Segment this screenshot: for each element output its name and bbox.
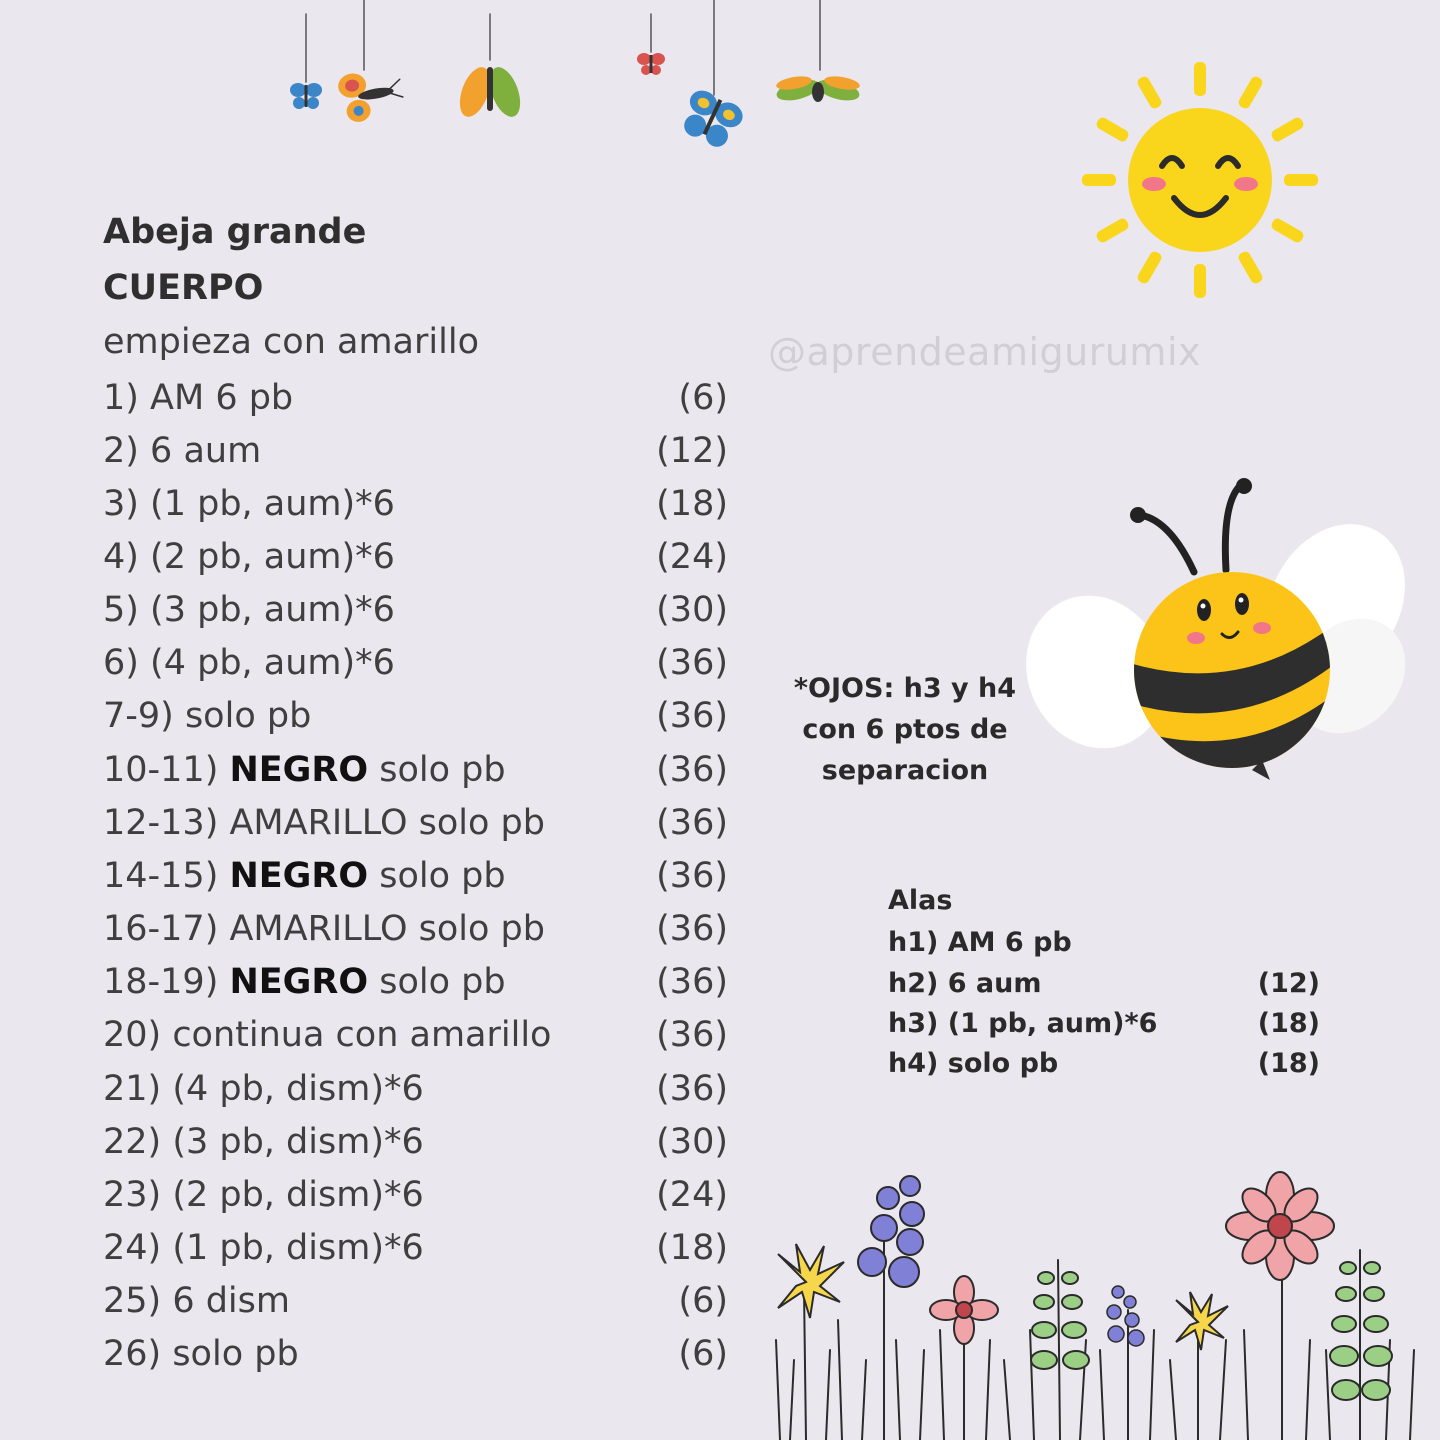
smiling-sun-icon xyxy=(1082,62,1318,298)
pattern-row xyxy=(103,1116,728,1168)
row-step: 6) (4 pb, aum)*6 xyxy=(103,643,395,683)
row-step: 16-17) AMARILLO solo pb xyxy=(103,909,545,949)
row-count: (36) xyxy=(656,803,728,843)
pattern-row xyxy=(103,850,728,902)
row-count: (18) xyxy=(656,484,728,524)
pattern-row xyxy=(103,478,728,530)
row-step xyxy=(103,956,506,1008)
row-step: 4) (2 pb, aum)*6 xyxy=(103,537,395,577)
wings-step: h4) solo pb xyxy=(888,1048,1059,1079)
row-count: (36) xyxy=(656,696,728,736)
social-handle: @aprendeamigurumix xyxy=(768,330,1201,374)
row-step: 5) (3 pb, aum)*6 xyxy=(103,590,395,630)
row-step xyxy=(103,850,506,902)
intro-text: empieza con amarillo xyxy=(103,322,479,362)
pattern-row xyxy=(103,1169,728,1221)
pattern-row xyxy=(103,956,728,1008)
row-step: 24) (1 pb, dism)*6 xyxy=(103,1228,424,1268)
wings-step: h2) 6 aum xyxy=(888,968,1042,999)
row-count: (6) xyxy=(678,1334,728,1374)
row-count: (24) xyxy=(656,537,728,577)
row-count: (30) xyxy=(656,590,728,630)
pattern-row xyxy=(103,1275,728,1327)
pattern-row xyxy=(103,744,728,796)
pattern-row xyxy=(103,797,728,849)
row-count: (36) xyxy=(656,909,728,949)
wings-row xyxy=(888,964,1320,1004)
row-count: (36) xyxy=(656,856,728,896)
wings-row xyxy=(888,923,1320,963)
pattern-row xyxy=(103,372,728,424)
row-count: (36) xyxy=(656,1069,728,1109)
row-count: (36) xyxy=(656,643,728,683)
row-prefix: 14-15) xyxy=(103,856,230,896)
wings-row xyxy=(888,1004,1320,1044)
wings-heading: Alas xyxy=(888,885,953,916)
row-suffix: solo pb xyxy=(368,962,506,1002)
pattern-row xyxy=(103,1222,728,1274)
color-highlight: NEGRO xyxy=(229,750,369,790)
row-suffix: solo pb xyxy=(368,750,506,790)
row-step xyxy=(103,744,506,796)
row-step: 7-9) solo pb xyxy=(103,696,312,736)
row-step: 3) (1 pb, aum)*6 xyxy=(103,484,395,524)
pattern-row xyxy=(103,1328,728,1380)
color-highlight: NEGRO xyxy=(229,962,369,1002)
wings-step: h1) AM 6 pb xyxy=(888,927,1072,958)
pattern-row xyxy=(103,531,728,583)
row-count: (6) xyxy=(678,1281,728,1321)
row-prefix: 10-11) xyxy=(103,750,230,790)
wings-count: (12) xyxy=(1257,968,1320,999)
hanging-butterflies-icon xyxy=(290,0,862,152)
pattern-row xyxy=(103,1063,728,1115)
pattern-row xyxy=(103,637,728,689)
row-count: (36) xyxy=(656,962,728,1002)
row-count: (6) xyxy=(678,378,728,418)
row-count: (36) xyxy=(656,750,728,790)
pattern-row xyxy=(103,903,728,955)
pattern-row xyxy=(103,584,728,636)
row-count: (36) xyxy=(656,1015,728,1055)
eyes-note-line: *OJOS: h3 y h4 xyxy=(793,673,1017,704)
pattern-row xyxy=(103,690,728,742)
pattern-title: Abeja grande xyxy=(103,212,367,252)
color-highlight: NEGRO xyxy=(229,856,369,896)
row-step: 26) solo pb xyxy=(103,1334,299,1374)
row-step: 20) continua con amarillo xyxy=(103,1015,552,1055)
wings-step: h3) (1 pb, aum)*6 xyxy=(888,1008,1158,1039)
wings-count: (18) xyxy=(1257,1048,1320,1079)
eyes-note-line: con 6 ptos de xyxy=(802,714,1008,745)
wings-count: (18) xyxy=(1257,1008,1320,1039)
eyes-note-line: separacion xyxy=(821,755,989,786)
flower-garden-icon xyxy=(776,1172,1414,1440)
row-step: 2) 6 aum xyxy=(103,431,262,471)
row-step: 12-13) AMARILLO solo pb xyxy=(103,803,545,843)
wings-row xyxy=(888,1044,1320,1084)
row-step: 25) 6 dism xyxy=(103,1281,290,1321)
row-step: 23) (2 pb, dism)*6 xyxy=(103,1175,424,1215)
row-step: 21) (4 pb, dism)*6 xyxy=(103,1069,424,1109)
section-heading: CUERPO xyxy=(103,268,264,308)
pattern-row xyxy=(103,1009,728,1061)
pattern-row xyxy=(103,425,728,477)
row-suffix: solo pb xyxy=(368,856,506,896)
row-step: 22) (3 pb, dism)*6 xyxy=(103,1122,424,1162)
row-step: 1) AM 6 pb xyxy=(103,378,294,418)
bee-icon xyxy=(1001,478,1432,781)
row-prefix: 18-19) xyxy=(103,962,230,1002)
row-count: (12) xyxy=(656,431,728,471)
row-count: (18) xyxy=(656,1228,728,1268)
row-count: (24) xyxy=(656,1175,728,1215)
row-count: (30) xyxy=(656,1122,728,1162)
eyes-note xyxy=(790,668,1020,791)
